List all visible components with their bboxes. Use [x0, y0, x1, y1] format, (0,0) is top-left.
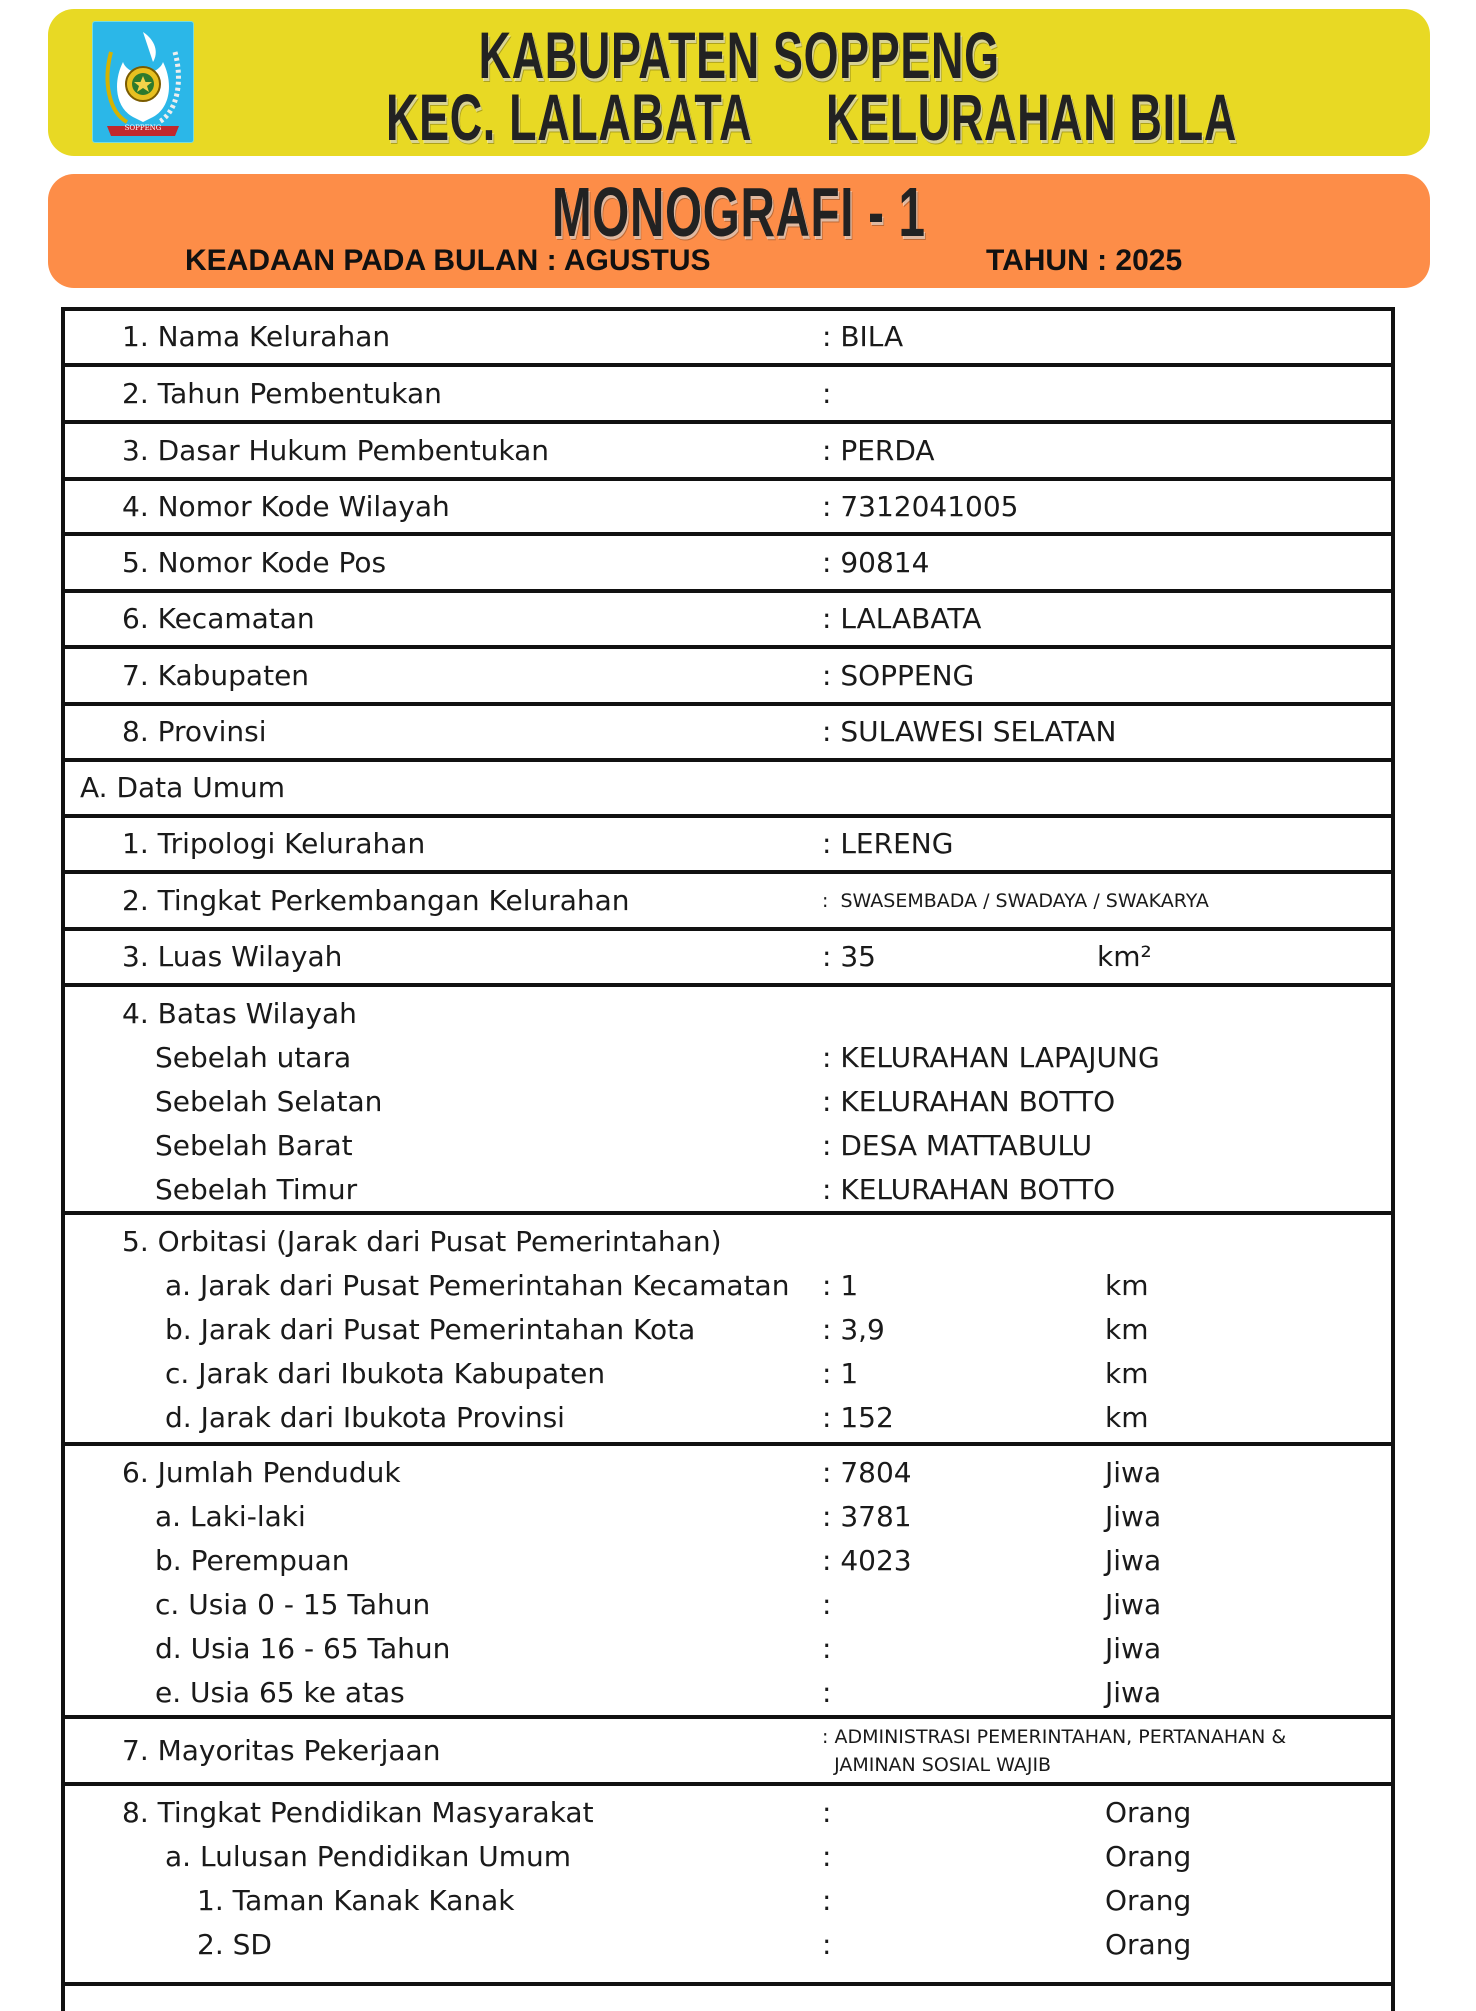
- table-row: [65, 935, 1391, 979]
- table-row: [65, 1671, 1391, 1715]
- table-section: [65, 706, 1391, 762]
- table-row: [65, 1080, 1391, 1124]
- row-label: b. Perempuan: [155, 1544, 350, 1577]
- table-row: [65, 654, 1391, 698]
- row-label: 8. Provinsi: [122, 715, 267, 748]
- row-unit: Jiwa: [1105, 1456, 1162, 1489]
- table-row: [65, 485, 1391, 529]
- table-row: [65, 1879, 1391, 1923]
- table-row: [65, 1791, 1391, 1835]
- district-title: [48, 79, 1430, 155]
- monograph-title: [48, 172, 1430, 252]
- table-section: [65, 987, 1391, 1215]
- month-label: KEADAAN PADA BULAN : AGUSTUS: [185, 244, 711, 277]
- occupation-value-line: JAMINAN SOSIAL WAJIB: [822, 1754, 1052, 1776]
- row-value: : SOPPENG: [822, 658, 975, 692]
- row-label: 7. Kabupaten: [122, 658, 310, 692]
- row-value: : LALABATA: [822, 602, 982, 635]
- table-row: [65, 597, 1391, 641]
- row-unit: Orang: [1105, 1840, 1192, 1873]
- table-row: [65, 1627, 1391, 1671]
- occupation-value: [822, 1723, 1286, 1779]
- row-label: a. Laki-laki: [155, 1500, 306, 1533]
- logo-text: SOPPENG: [124, 124, 162, 132]
- table-row: [65, 1923, 1391, 1967]
- row-label: Sebelah Barat: [155, 1129, 353, 1162]
- row-value: :: [822, 1588, 832, 1621]
- occupation-value-line: : ADMINISTRASI PEMERINTAHAN, PERTANAHAN &: [822, 1726, 1287, 1748]
- row-label: 8. Tingkat Pendidikan Masyarakat: [122, 1796, 594, 1829]
- row-label: c. Jarak dari Ibukota Kabupaten: [165, 1357, 606, 1390]
- row-label: 6. Kecamatan: [122, 602, 315, 635]
- row-label: 7. Mayoritas Pekerjaan: [122, 1733, 441, 1767]
- row-label: 1. Tripologi Kelurahan: [122, 827, 426, 860]
- row-label: d. Usia 16 - 65 Tahun: [155, 1632, 451, 1665]
- monograph-table: [61, 307, 1395, 2011]
- table-row: [65, 1168, 1391, 1212]
- row-label: 3. Dasar Hukum Pembentukan: [122, 433, 550, 467]
- row-value: : 152: [822, 1401, 894, 1434]
- row-value: :: [822, 1840, 832, 1873]
- table-row: [65, 1220, 1391, 1264]
- row-label: A. Data Umum: [80, 771, 286, 804]
- row-label: 5. Orbitasi (Jarak dari Pusat Pemerintahan): [122, 1225, 722, 1258]
- row-unit: Orang: [1105, 1928, 1192, 1961]
- table-row: [65, 429, 1391, 473]
- table-section: [65, 649, 1391, 706]
- table-row: [65, 1583, 1391, 1627]
- table-row: [65, 992, 1391, 1036]
- row-value: : BILA: [822, 320, 904, 353]
- row-unit: Jiwa: [1105, 1676, 1162, 1709]
- row-unit: km: [1105, 1357, 1149, 1390]
- row-value: : KELURAHAN BOTTO: [822, 1173, 1116, 1206]
- table-row: [65, 1835, 1391, 1879]
- table-section: [65, 481, 1391, 536]
- row-unit: Orang: [1105, 1884, 1192, 1917]
- table-row: [65, 879, 1391, 923]
- row-label: Sebelah Selatan: [155, 1085, 383, 1118]
- row-label: a. Lulusan Pendidikan Umum: [165, 1840, 572, 1873]
- table-section: [65, 874, 1391, 931]
- row-label: a. Jarak dari Pusat Pemerintahan Kecamatan: [165, 1269, 790, 1302]
- table-section: [65, 931, 1391, 987]
- table-row: [65, 1396, 1391, 1440]
- subheader-banner: [48, 174, 1430, 288]
- table-section: [65, 818, 1391, 874]
- table-row: [65, 1451, 1391, 1495]
- table-row: [65, 1264, 1391, 1308]
- row-value: :: [822, 1928, 832, 1961]
- row-label: 1. Taman Kanak Kanak: [197, 1884, 515, 1917]
- row-value: : SULAWESI SELATAN: [822, 715, 1117, 748]
- row-label: d. Jarak dari Ibukota Provinsi: [165, 1401, 565, 1434]
- row-label: c. Usia 0 - 15 Tahun: [155, 1588, 431, 1621]
- row-unit: Jiwa: [1105, 1544, 1162, 1577]
- row-unit: km²: [1097, 940, 1152, 973]
- row-value: : LERENG: [822, 827, 954, 860]
- row-unit: km: [1105, 1401, 1149, 1434]
- kelurahan-title: KELURAHAN BILA: [826, 80, 1237, 154]
- row-value: : 35: [822, 940, 876, 973]
- row-unit: km: [1105, 1269, 1149, 1302]
- table-row: [65, 372, 1391, 416]
- table-section: [65, 536, 1391, 593]
- table-row: [65, 822, 1391, 866]
- row-label: Sebelah utara: [155, 1041, 352, 1074]
- table-row: [65, 1539, 1391, 1583]
- row-label: 2. Tingkat Perkembangan Kelurahan: [122, 883, 630, 917]
- table-row: [65, 1036, 1391, 1080]
- row-value: : PERDA: [822, 433, 935, 467]
- table-section: [65, 1215, 1391, 1446]
- row-unit: km: [1105, 1313, 1149, 1346]
- row-value: : DESA MATTABULU: [822, 1129, 1093, 1162]
- row-label: 3. Luas Wilayah: [122, 940, 343, 973]
- header-banner: [48, 9, 1430, 156]
- table-row: [65, 710, 1391, 754]
- row-value: : KELURAHAN LAPAJUNG: [822, 1041, 1160, 1074]
- monograph-title-text: MONOGRAFI - 1: [552, 173, 926, 251]
- row-label: 2. Tahun Pembentukan: [122, 376, 442, 410]
- row-value: : 7312041005: [822, 489, 1019, 523]
- table-row: [65, 766, 1391, 810]
- row-value: : 1: [822, 1269, 859, 1302]
- row-label: Sebelah Timur: [155, 1173, 358, 1206]
- table-section: [65, 424, 1391, 481]
- table-row: [65, 1308, 1391, 1352]
- row-label: b. Jarak dari Pusat Pemerintahan Kota: [165, 1313, 696, 1346]
- table-section: [65, 1719, 1391, 1786]
- table-row: [65, 1124, 1391, 1168]
- table-section: [65, 593, 1391, 649]
- kecamatan-title: KEC. LALABATA: [386, 80, 753, 154]
- table-row: [65, 541, 1391, 585]
- row-value: : 90814: [822, 545, 930, 579]
- row-value: : 3781: [822, 1500, 912, 1533]
- table-section: [65, 1446, 1391, 1719]
- row-value: :: [822, 1676, 832, 1709]
- table-row: [65, 1495, 1391, 1539]
- row-label: e. Usia 65 ke atas: [155, 1676, 405, 1709]
- table-row: [65, 315, 1391, 359]
- row-value: :: [822, 376, 832, 410]
- row-value: : 1: [822, 1357, 859, 1390]
- row-unit: Jiwa: [1105, 1632, 1162, 1665]
- row-value: : 3,9: [822, 1313, 885, 1346]
- row-unit: Jiwa: [1105, 1588, 1162, 1621]
- year-label: TAHUN : 2025: [986, 244, 1183, 277]
- row-value: : 4023: [822, 1544, 912, 1577]
- table-section: [65, 1786, 1391, 1986]
- row-value: : SWASEMBADA / SWADAYA / SWAKARYA: [822, 889, 1209, 912]
- row-value: : KELURAHAN BOTTO: [822, 1085, 1116, 1118]
- table-section: [65, 367, 1391, 424]
- row-label: 4. Batas Wilayah: [122, 997, 357, 1030]
- table-section: [65, 762, 1391, 818]
- row-value: :: [822, 1632, 832, 1665]
- table-row: [65, 1352, 1391, 1396]
- row-label: 5. Nomor Kode Pos: [122, 545, 387, 579]
- table-section: [65, 311, 1391, 367]
- row-label: 4. Nomor Kode Wilayah: [122, 489, 450, 523]
- row-label: 2. SD: [197, 1928, 272, 1961]
- row-value: :: [822, 1884, 832, 1917]
- regency-title-text: KABUPATEN SOPPENG: [478, 18, 1000, 92]
- row-unit: Orang: [1105, 1796, 1192, 1829]
- row-unit: Jiwa: [1105, 1500, 1162, 1533]
- row-value: : 7804: [822, 1456, 912, 1489]
- row-label: 1. Nama Kelurahan: [122, 320, 391, 353]
- row-label: 6. Jumlah Penduduk: [122, 1456, 401, 1489]
- row-value: :: [822, 1796, 832, 1829]
